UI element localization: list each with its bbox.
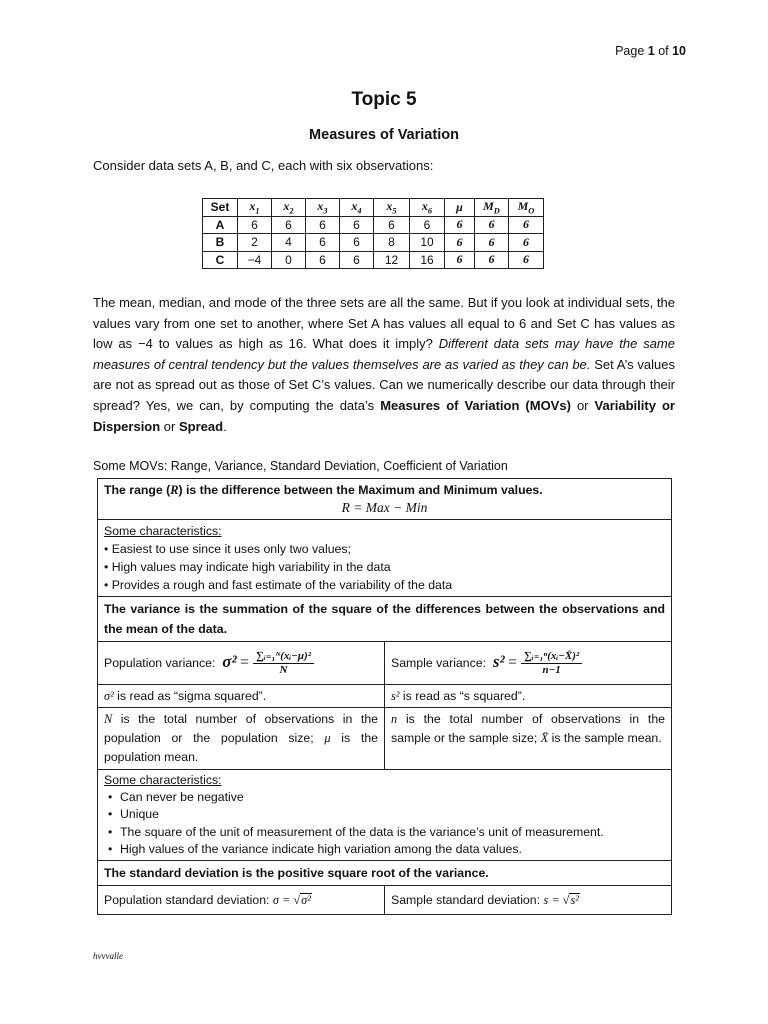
header-mode: $M_O$ (509, 199, 544, 217)
range-definition: The range (R) is the difference between the Maximum and Minimum values. R = Max − Min (98, 479, 672, 520)
list-item: • Easiest to use since it uses only two values; (104, 542, 351, 556)
header-x2: $x_2$ (272, 199, 306, 217)
intro-text: Consider data sets A, B, and C, each with six observations: (93, 158, 434, 173)
cell: 6 (238, 216, 272, 234)
list-item: • High values of the variance indicate high variation among the data values. (120, 841, 665, 858)
cell-set: B (203, 234, 238, 252)
variance-definition-row (98, 597, 672, 642)
variance-formula-row (98, 642, 672, 685)
header-median: $M_D$ (475, 199, 509, 217)
page-subtitle: Measures of Variation (309, 127, 459, 143)
page-number: Page 1 of 10 (615, 44, 686, 58)
cell: 6 (340, 234, 374, 252)
sd-formula-row (98, 886, 672, 915)
list-item: • Unique (120, 806, 665, 823)
sample-variance: Sample variance: s² = $\frac{\text{∑ᵢ₌₁ⁿ(xᵢ−X̄)²}}{n-1}$ (385, 642, 672, 685)
table-row (203, 251, 544, 269)
table-header-row (203, 199, 544, 217)
cell: 2 (238, 234, 272, 252)
list-item: • Provides a rough and fast estimate of the variability of the data (104, 578, 453, 592)
cell: 6 (272, 216, 306, 234)
cell: 10 (410, 234, 445, 252)
cell-median: 6 (475, 234, 509, 252)
footer-author: hvvvalle (93, 951, 123, 961)
header-x6: $x_6$ (410, 199, 445, 217)
data-sets-table (202, 198, 544, 269)
cell-mode: 6 (509, 251, 544, 269)
sd-definition-row (98, 861, 672, 886)
sample-notation: n is the total number of observations in the sample or the sample size; X̄ is the sample mean. (385, 708, 672, 770)
header-x4: $x_4$ (340, 199, 374, 217)
cell-set: A (203, 216, 238, 234)
range-characteristics-row (98, 520, 672, 597)
cell: 6 (306, 216, 340, 234)
variance-characteristics: Some characteristics: • Can never be negative • Unique • The square of the unit of measurement of the data is the variance’s unit of measurement. • High values of the variance indicate high variation among the data values. (98, 770, 672, 861)
cell: 6 (340, 251, 374, 269)
cell: 4 (272, 234, 306, 252)
cell-mean: 6 (445, 251, 475, 269)
explanation-paragraph: The mean, median, and mode of the three sets are all the same. But if you look at individual sets, the values vary from one set to another, where Set A has values all equal to 6 and Set C has values as low as −4 to values as high as 16. What does it imply? Different data sets may have the same measures of central tendency but the values themselves are as varied as they can be. Set A’s values are not as spread out as those of Set C’s values. Can we numerically describe our data through their spread? Yes, we can, by computing the data’s Measures of Variation (MOVs) or Variability or Dispersion or Spread. (93, 295, 675, 434)
cell: 8 (374, 234, 410, 252)
sample-sd: Sample standard deviation: s = √s² (385, 886, 672, 915)
header-x1: $x_1$ (238, 199, 272, 217)
header-x5: $x_5$ (374, 199, 410, 217)
cell-set: C (203, 251, 238, 269)
cell-mean: 6 (445, 216, 475, 234)
cell: 6 (410, 216, 445, 234)
cell: −4 (238, 251, 272, 269)
list-item: • The square of the unit of measurement of the data is the variance’s unit of measurement. (120, 824, 665, 841)
cell: 12 (374, 251, 410, 269)
cell: 0 (272, 251, 306, 269)
movs-caption: Some MOVs: Range, Variance, Standard Deviation, Coefficient of Variation (93, 459, 508, 473)
table-row (203, 234, 544, 252)
cell: 16 (410, 251, 445, 269)
population-variance: Population variance: σ² = $\frac{\text{∑ᵢ₌₁ᴺ(xᵢ−μ)²}}{N}$ (98, 642, 385, 685)
list-item: • Can never be negative (120, 789, 665, 806)
sample-variance-reading: s² is read as “s squared”. (385, 685, 672, 708)
variance-characteristics-row (98, 770, 672, 861)
population-variance-reading: σ² is read as “sigma squared”. (98, 685, 385, 708)
cell-mode: 6 (509, 216, 544, 234)
cell-mode: 6 (509, 234, 544, 252)
variance-reading-row (98, 685, 672, 708)
cell-median: 6 (475, 251, 509, 269)
cell-mean: 6 (445, 234, 475, 252)
table-row (203, 216, 544, 234)
population-notation: N is the total number of observations in the population or the population size; μ is the population mean. (98, 708, 385, 770)
cell-median: 6 (475, 216, 509, 234)
sd-definition: The standard deviation is the positive square root of the variance. (98, 861, 672, 886)
list-item: • High values may indicate high variability in the data (104, 560, 391, 574)
variance-definition: The variance is the summation of the square of the differences between the observations and the mean of the data. (98, 597, 672, 642)
variance-notation-row (98, 708, 672, 770)
range-characteristics: Some characteristics: • Easiest to use since it uses only two values; • High values may indicate high variability in the data • Provides a rough and fast estimate of the variability of the data (98, 520, 672, 597)
cell: 6 (374, 216, 410, 234)
cell: 6 (306, 234, 340, 252)
population-sd: Population standard deviation: σ = √σ² (98, 886, 385, 915)
movs-table (97, 478, 672, 915)
cell: 6 (306, 251, 340, 269)
page-title: Topic 5 (351, 89, 417, 110)
header-mu: μ (445, 199, 475, 217)
range-definition-row (98, 479, 672, 520)
header-x3: $x_3$ (306, 199, 340, 217)
header-set: Set (203, 199, 238, 217)
range-formula: R = Max − Min (341, 500, 428, 515)
cell: 6 (340, 216, 374, 234)
